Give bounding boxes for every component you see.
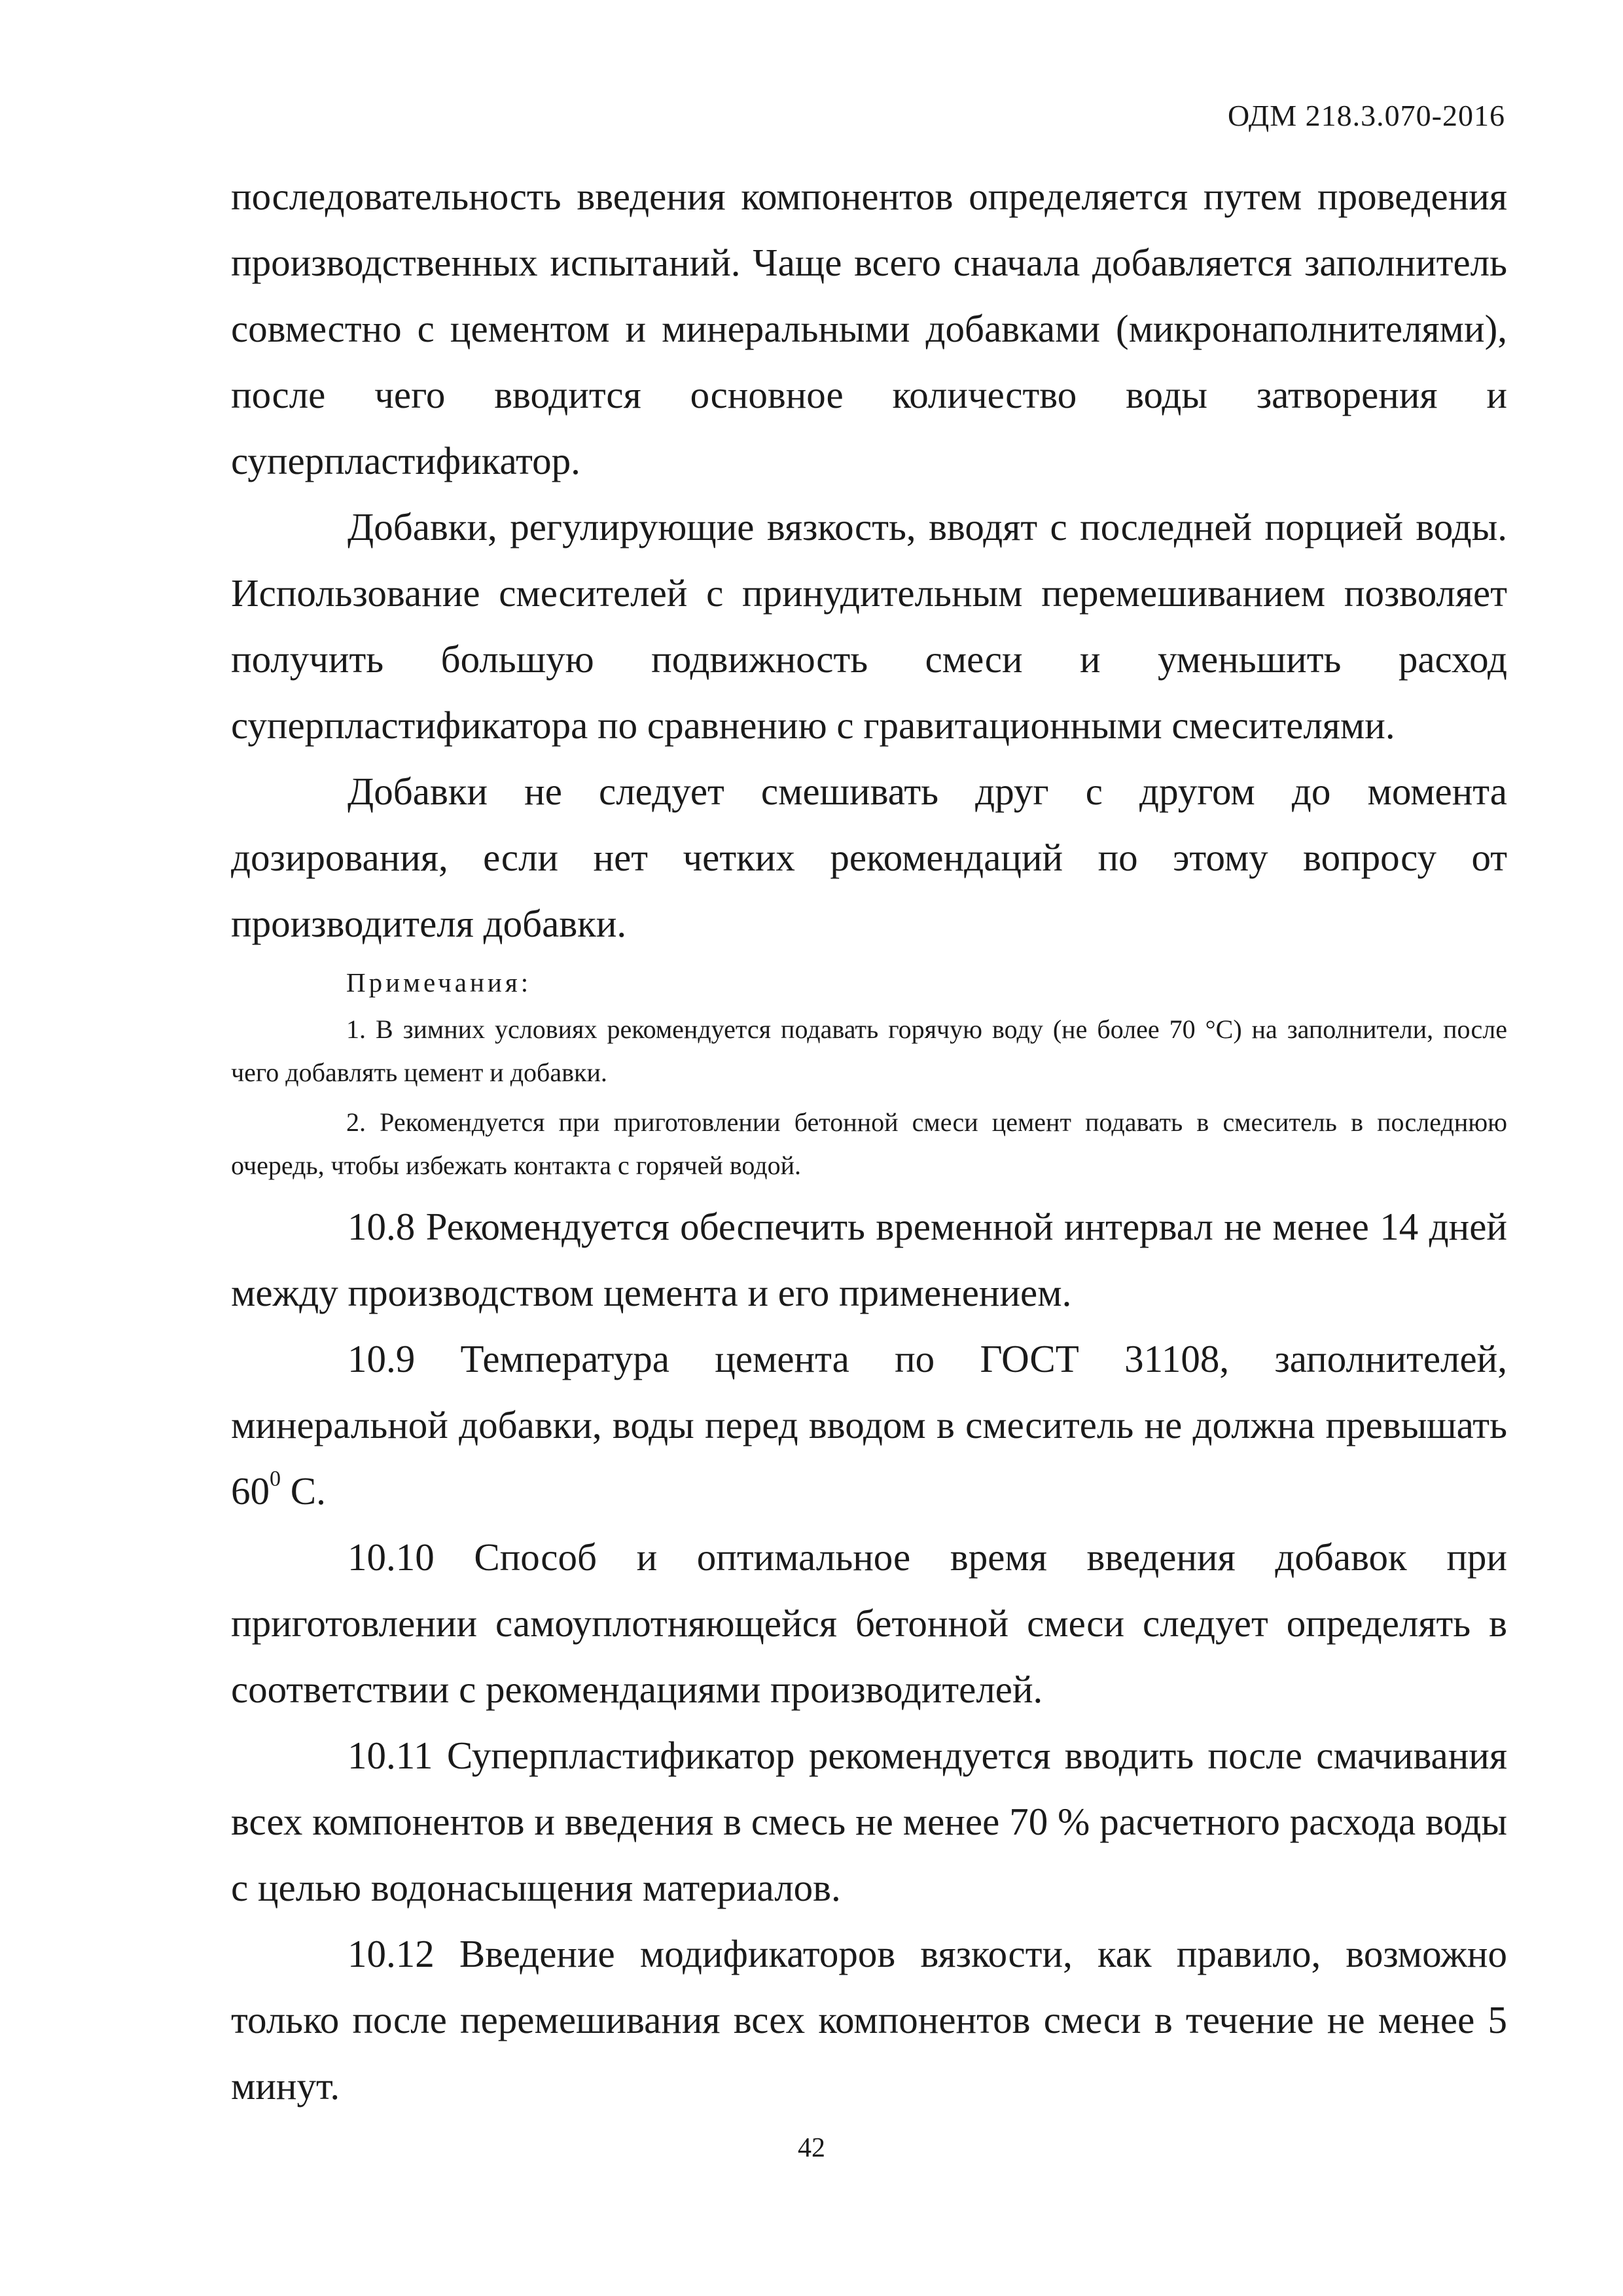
clause-10-9-unit: С.	[281, 1469, 326, 1513]
clause-10-10: 10.10 Способ и оптимальное время введения добавок при приготовлении самоуплотняющейся бетонной смеси следует определять в соответствии с рекомендациями производителей.	[231, 1535, 1507, 1711]
document-body	[231, 164, 1507, 2119]
clause-10-11: 10.11 Суперпластификатор рекомендуется вводить после смачивания всех компонентов и введения в смесь не менее 70 % расчетного расхода воды с целью водонасыщения материалов.	[231, 1734, 1507, 1909]
note-1: 1. В зимних условиях рекомендуется подавать горячую воду (не более 70 °С) на заполнители, после чего добавлять цемент и добавки.	[231, 1014, 1507, 1087]
clause-10-8: 10.8 Рекомендуется обеспечить временной интервал не менее 14 дней между производством цемента и его применением.	[231, 1205, 1507, 1314]
document-code-header: ОДМ 218.3.070-2016	[1227, 99, 1505, 132]
note-2: 2. Рекомендуется при приготовлении бетонной смеси цемент подавать в смеситель в последнюю очередь, чтобы избежать контакта с горячей водой.	[231, 1107, 1507, 1180]
notes-label: Примечания:	[346, 967, 532, 997]
clause-10-9-text: 10.9 Температура цемента по ГОСТ 31108, заполнителей, минеральной добавки, воды перед вводом в смеситель не должна превышать 60	[231, 1337, 1507, 1513]
paragraph-viscosity-additives: Добавки, регулирующие вязкость, вводят с последней порцией воды. Использование смесителей с принудительным перемешиванием позволяет получить большую подвижность смеси и уменьшить расход суперпластификатора по сравнению с гравитационными смесителями.	[231, 505, 1507, 747]
page-number: 42	[798, 2133, 825, 2163]
paragraph-continuation: последовательность введения компонентов определяется путем проведения производственных испытаний. Чаще всего сначала добавляется заполнитель совместно с цементом и минеральными добавками (микронаполнителями), после чего вводится основное количество воды затворения и суперпластификатор.	[231, 175, 1507, 482]
clause-10-12: 10.12 Введение модификаторов вязкости, как правило, возможно только после перемешивания всех компонентов смеси в течение не менее 5 минут.	[231, 1932, 1507, 2108]
clause-10-9	[231, 1326, 1507, 1524]
degree-superscript: 0	[270, 1467, 281, 1491]
paragraph-additives-mixing: Добавки не следует смешивать друг с другом до момента дозирования, если нет четких рекомендаций по этому вопросу от производителя добавки.	[231, 770, 1507, 945]
